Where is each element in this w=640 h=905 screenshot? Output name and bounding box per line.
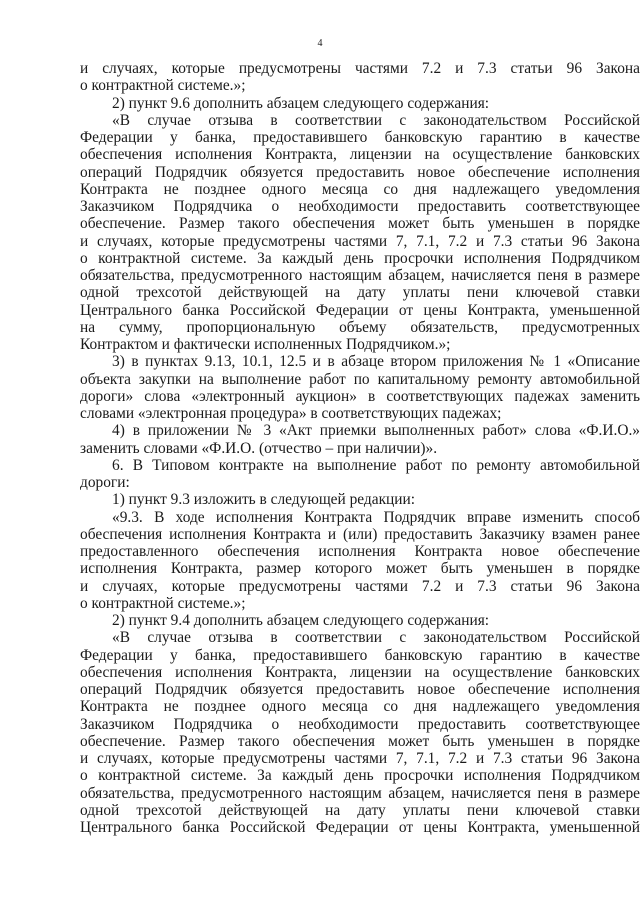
text-line: и случаях, которые предусмотрены частями 7.2 и 7.3 статьи 96 Закона <box>80 60 640 77</box>
text-line: и случаях, которые предусмотрены частями 7.2 и 7.3 статьи 96 Закона <box>80 577 640 595</box>
text-line: Федерации у банка, предоставившего банковскую гарантию в качестве <box>80 129 640 146</box>
text-line: на сумму, пропорциональную объему обязательств, предусмотренных <box>80 318 640 336</box>
text-line: о контрактной системе. За каждый день просрочки исполнения Подрядчиком <box>80 767 640 785</box>
text-line: 6. В Типовом контракте на выполнение работ по ремонту автомобильной <box>112 456 640 474</box>
text-line: Центрального банка Российской Федерации от цены Контракта, уменьшенной <box>80 301 640 319</box>
text-line: 4) в приложении № 3 «Акт приемки выполненных работ» слова «Ф.И.О.» <box>112 422 640 440</box>
text-line: дороги: <box>80 474 130 491</box>
text-line: обеспечение. Размер такого обеспечения может быть уменьшен в порядке <box>80 215 640 233</box>
text-line: о контрактной системе.»; <box>80 594 246 612</box>
text-line: одной трехсотой действующей на дату уплаты пени ключевой ставки <box>80 284 640 302</box>
text-line: Контракта не позднее одного месяца со дня надлежащего уведомления <box>80 180 640 198</box>
text-line: обязательства, предусмотренного настоящим абзацем, начисляется пеня в размере <box>80 784 640 802</box>
text-line: о контрактной системе.»; <box>80 77 246 95</box>
text-line: исполнения Контракта, размер которого может быть уменьшен в порядке <box>80 560 640 578</box>
text-line: 1) пункт 9.3 изложить в следующей редакции: <box>112 491 416 509</box>
text-line: дороги» слова «электронный аукцион» в соответствующих падежах заменить <box>80 387 640 405</box>
text-line: операций Подрядчик обязуется предоставить новое обеспечение исполнения <box>80 163 640 181</box>
text-line: обеспечения исполнения Контракта, лицензии на осуществление банковских <box>80 146 640 164</box>
text-line: Федерации у банка, предоставившего банковскую гарантию в качестве <box>80 646 640 664</box>
text-line: о контрактной системе. За каждый день просрочки исполнения Подрядчиком <box>80 249 640 267</box>
text-line: операций Подрядчик обязуется предоставить новое обеспечение исполнения <box>80 681 640 698</box>
text-line: обеспечения исполнения Контракта и (или) предоставить Заказчику взамен ранее <box>80 525 640 543</box>
text-line: «В случае отзыва в соответствии с законодательством Российской <box>112 629 640 647</box>
text-line: обеспечение. Размер такого обеспечения может быть уменьшен в порядке <box>80 732 640 750</box>
text-line: 2) пункт 9.6 дополнить абзацем следующего содержания: <box>112 94 490 112</box>
text-line: объекта закупки на выполнение работ по капитальному ремонту автомобильной <box>80 370 640 388</box>
text-line: Заказчиком Подрядчика о необходимости предоставить соответствующее <box>80 715 640 733</box>
text-line: одной трехсотой действующей на дату уплаты пени ключевой ставки <box>80 801 640 819</box>
text-line: обеспечения исполнения Контракта, лицензии на осуществление банковских <box>80 663 640 681</box>
text-line: Контракта не позднее одного месяца со дня надлежащего уведомления <box>80 698 640 716</box>
text-line: Заказчиком Подрядчика о необходимости предоставить соответствующее <box>80 198 640 215</box>
text-line: словами «электронная процедура» в соответствующих падежах; <box>80 405 502 422</box>
page-number: 4 <box>317 38 323 49</box>
text-line: «В случае отзыва в соответствии с законодательством Российской <box>112 111 640 129</box>
text-line: 3) в пунктах 9.13, 10.1, 12.5 и в абзаце втором приложения № 1 «Описание <box>112 353 640 371</box>
text-line: заменить словами «Ф.И.О. (отчество – при наличии)». <box>80 439 438 457</box>
text-line: «9.3. В ходе исполнения Контракта Подрядчик вправе изменить способ <box>112 508 640 526</box>
text-line: и случаях, которые предусмотрены частями 7, 7.1, 7.2 и 7.3 статьи 96 Закона <box>80 750 640 767</box>
text-line: обязательства, предусмотренного настоящим абзацем, начисляется пеня в размере <box>80 267 640 284</box>
document-body <box>80 60 640 836</box>
text-line: Центрального банка Российской Федерации от цены Контракта, уменьшенной <box>80 819 640 836</box>
text-line: Контрактом и фактически исполненных Подрядчиком.»; <box>80 336 451 353</box>
text-line: и случаях, которые предусмотрены частями 7, 7.1, 7.2 и 7.3 статьи 96 Закона <box>80 232 640 250</box>
text-line: предоставленного обеспечения исполнения Контракта новое обеспечение <box>80 543 640 560</box>
text-line: 2) пункт 9.4 дополнить абзацем следующего содержания: <box>112 612 490 629</box>
